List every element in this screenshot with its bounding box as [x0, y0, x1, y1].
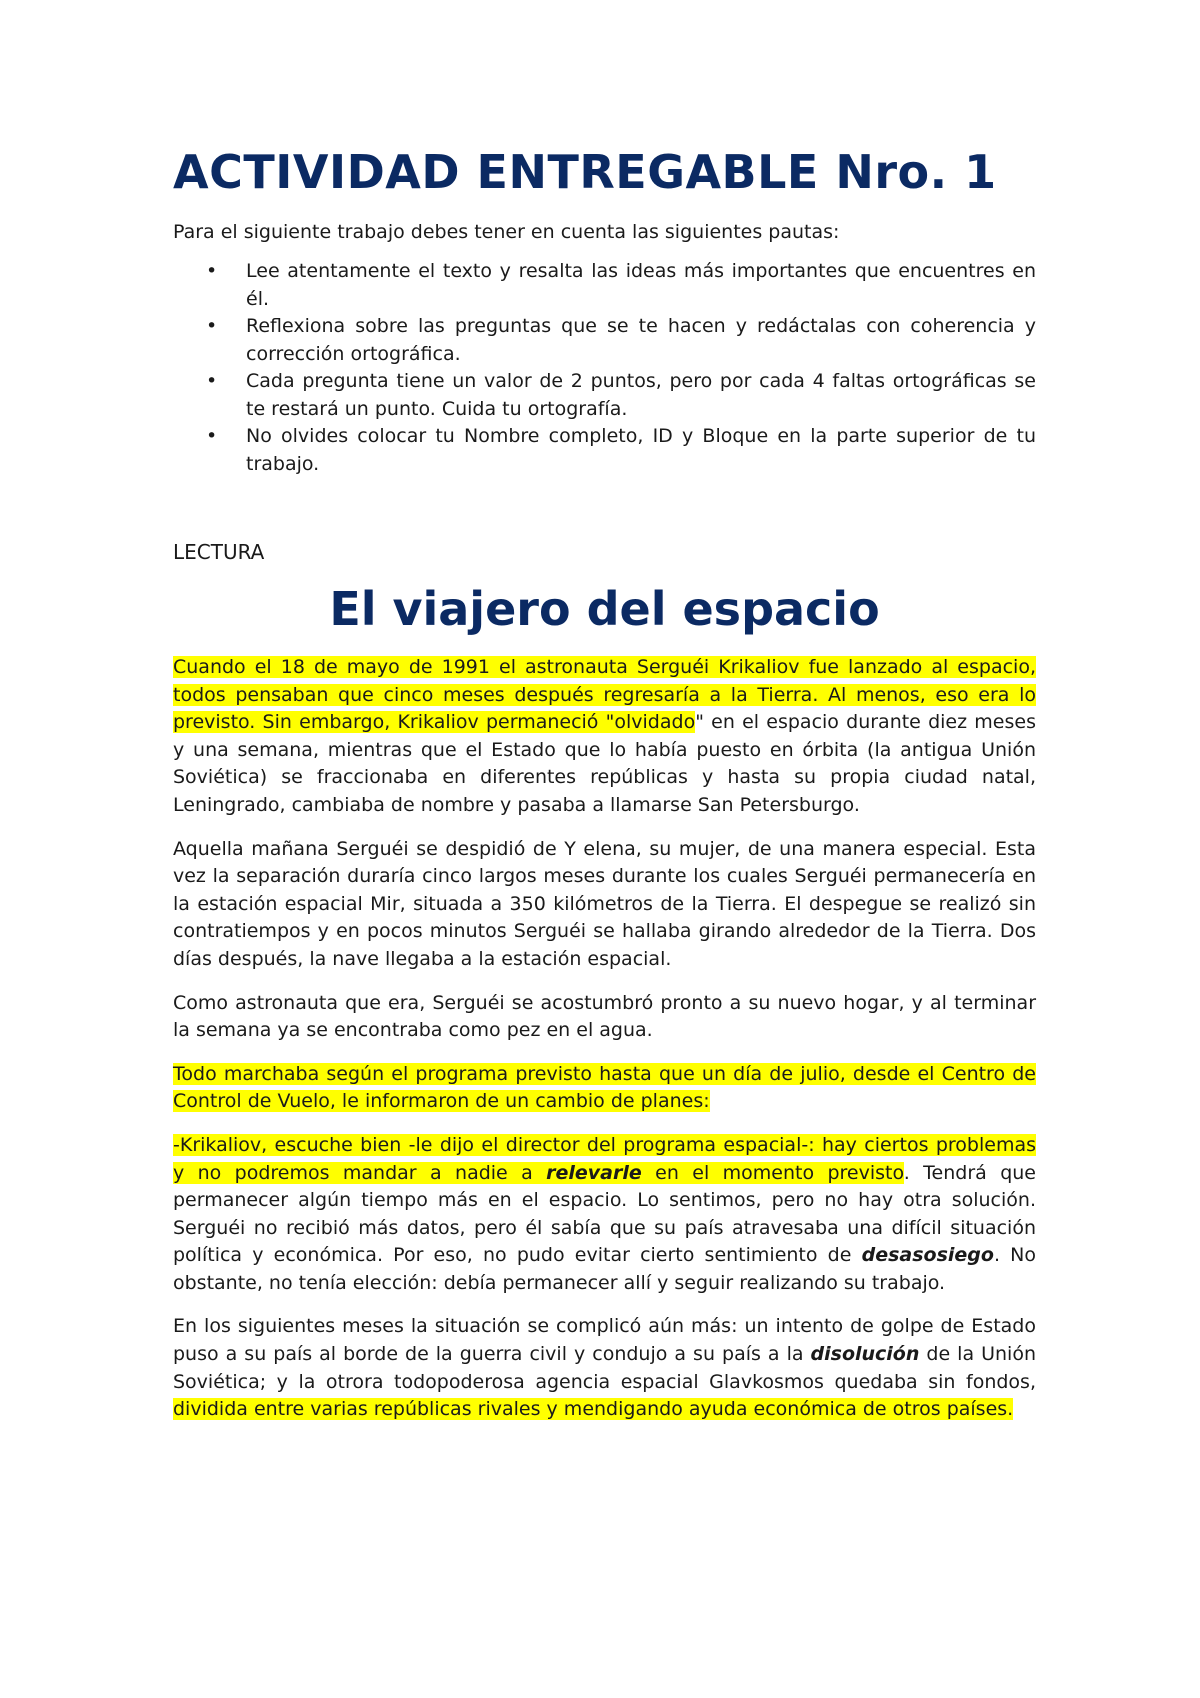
- guideline-item: [206, 368, 1036, 423]
- intro-text: Para el siguiente trabajo debes tener en cuenta las siguientes pautas:: [173, 221, 840, 243]
- section-label: LECTURA: [173, 540, 265, 564]
- highlighted-text: Todo marchaba según el programa previsto hasta que un día de julio, desde el Centro de Control de Vuelo, le informaron de un cambio de planes:: [173, 1062, 1036, 1113]
- paragraph-text: En los siguientes meses la situación se complicó aún más: un intento de golpe de Estado puso a su país al borde de la guerra civil y condujo a su país a la: [173, 1315, 1036, 1366]
- bold-word: disolución: [810, 1343, 920, 1366]
- highlighted-text: -Krikaliov, escuche bien -le dijo el director del programa espacial-: hay ciertos problemas y no podremos mandar a nadie a: [173, 1133, 1036, 1184]
- paragraph-text: . Tendrá que permanecer algún tiempo más en el espacio. Lo sentimos, pero no hay otra solución. Serguéi no recibió más datos, pero él sabía que su país atravesaba una difícil situación política y económica. Por eso, no pudo evitar cierto sentimiento de: [173, 1161, 1036, 1267]
- paragraph-text: de la Unión Soviética; y la otrora todopoderosa agencia espacial Glavkosmos quedaba sin fondos,: [173, 1343, 1037, 1393]
- paragraph-text: " en el espacio durante diez meses y una semana, mientras que el Estado que lo había puesto en órbita (la antigua Unión Soviética) se fraccionaba en diferentes repúblicas y hasta su propia ciudad natal, Leningrado, cambiaba de nombre y pasaba a llamarse San Petersburgo.: [173, 711, 1036, 816]
- guideline-text: Cada pregunta tiene un valor de 2 puntos, pero por cada 4 faltas ortográficas se te restará un punto. Cuida tu ortografía.: [246, 370, 1036, 420]
- paragraph-2: Aquella mañana Serguéi se despidió de Y elena, su mujer, de una manera especial. Esta vez la separación duraría cinco largos meses durante los cuales Serguéi permanecería en la estación espacial Mir, situada a 350 kilómetros de la Tierra. El despegue se realizó sin contratiempos y en pocos minutos Serguéi se hallaba girando alrededor de la Tierra. Dos días después, la nave llegaba a la estación espacial.: [173, 837, 1036, 970]
- paragraph-5: [173, 1132, 1036, 1298]
- paragraph-3: Como astronauta que era, Serguéi se acostumbró pronto a su nuevo hogar, y al terminar la semana ya se encontraba como pez en el agua.: [173, 991, 1036, 1042]
- bold-word: desasosiego: [861, 1244, 994, 1267]
- guideline-text: No olvides colocar tu Nombre completo, ID y Bloque en la parte superior de tu trabajo.: [246, 425, 1036, 475]
- guideline-item: [206, 258, 1036, 313]
- highlighted-text: Cuando el 18 de mayo de 1991 el astronauta Serguéi Krikaliov fue lanzado al espacio, todos pensaban que cinco meses después regresaría a la Tierra. Al menos, eso era lo previsto. Sin embargo, Krikaliov permaneció "olvidado: [173, 656, 1036, 734]
- bullet-icon: •: [206, 260, 218, 282]
- story-title: El viajero del espacio: [329, 582, 880, 636]
- paragraph-6: [173, 1313, 1036, 1423]
- paragraph-text: . No obstante, no tenía elección: debía permanecer allí y seguir realizando su trabajo.: [173, 1244, 1037, 1294]
- guideline-item: [206, 313, 1036, 368]
- guideline-item: [206, 423, 1036, 478]
- guidelines-list: [173, 258, 1036, 478]
- paragraph-1: [173, 654, 1036, 820]
- bullet-icon: •: [206, 370, 218, 392]
- paragraph-4: [173, 1061, 1036, 1116]
- guideline-text: Reflexiona sobre las preguntas que se te hacen y redáctalas con coherencia y corrección ortográfica.: [246, 315, 1036, 365]
- highlighted-text: dividida entre varias repúblicas rivales y mendigando ayuda económica de otros países.: [173, 1398, 1014, 1421]
- document-title: ACTIVIDAD ENTREGABLE Nro. 1: [173, 145, 997, 199]
- highlighted-text: en el momento previsto: [641, 1161, 904, 1184]
- guideline-text: Lee atentamente el texto y resalta las ideas más importantes que encuentres en él.: [246, 260, 1036, 310]
- bullet-icon: •: [206, 425, 218, 447]
- highlighted-bold-word: relevarle: [546, 1161, 642, 1184]
- bullet-icon: •: [206, 315, 218, 337]
